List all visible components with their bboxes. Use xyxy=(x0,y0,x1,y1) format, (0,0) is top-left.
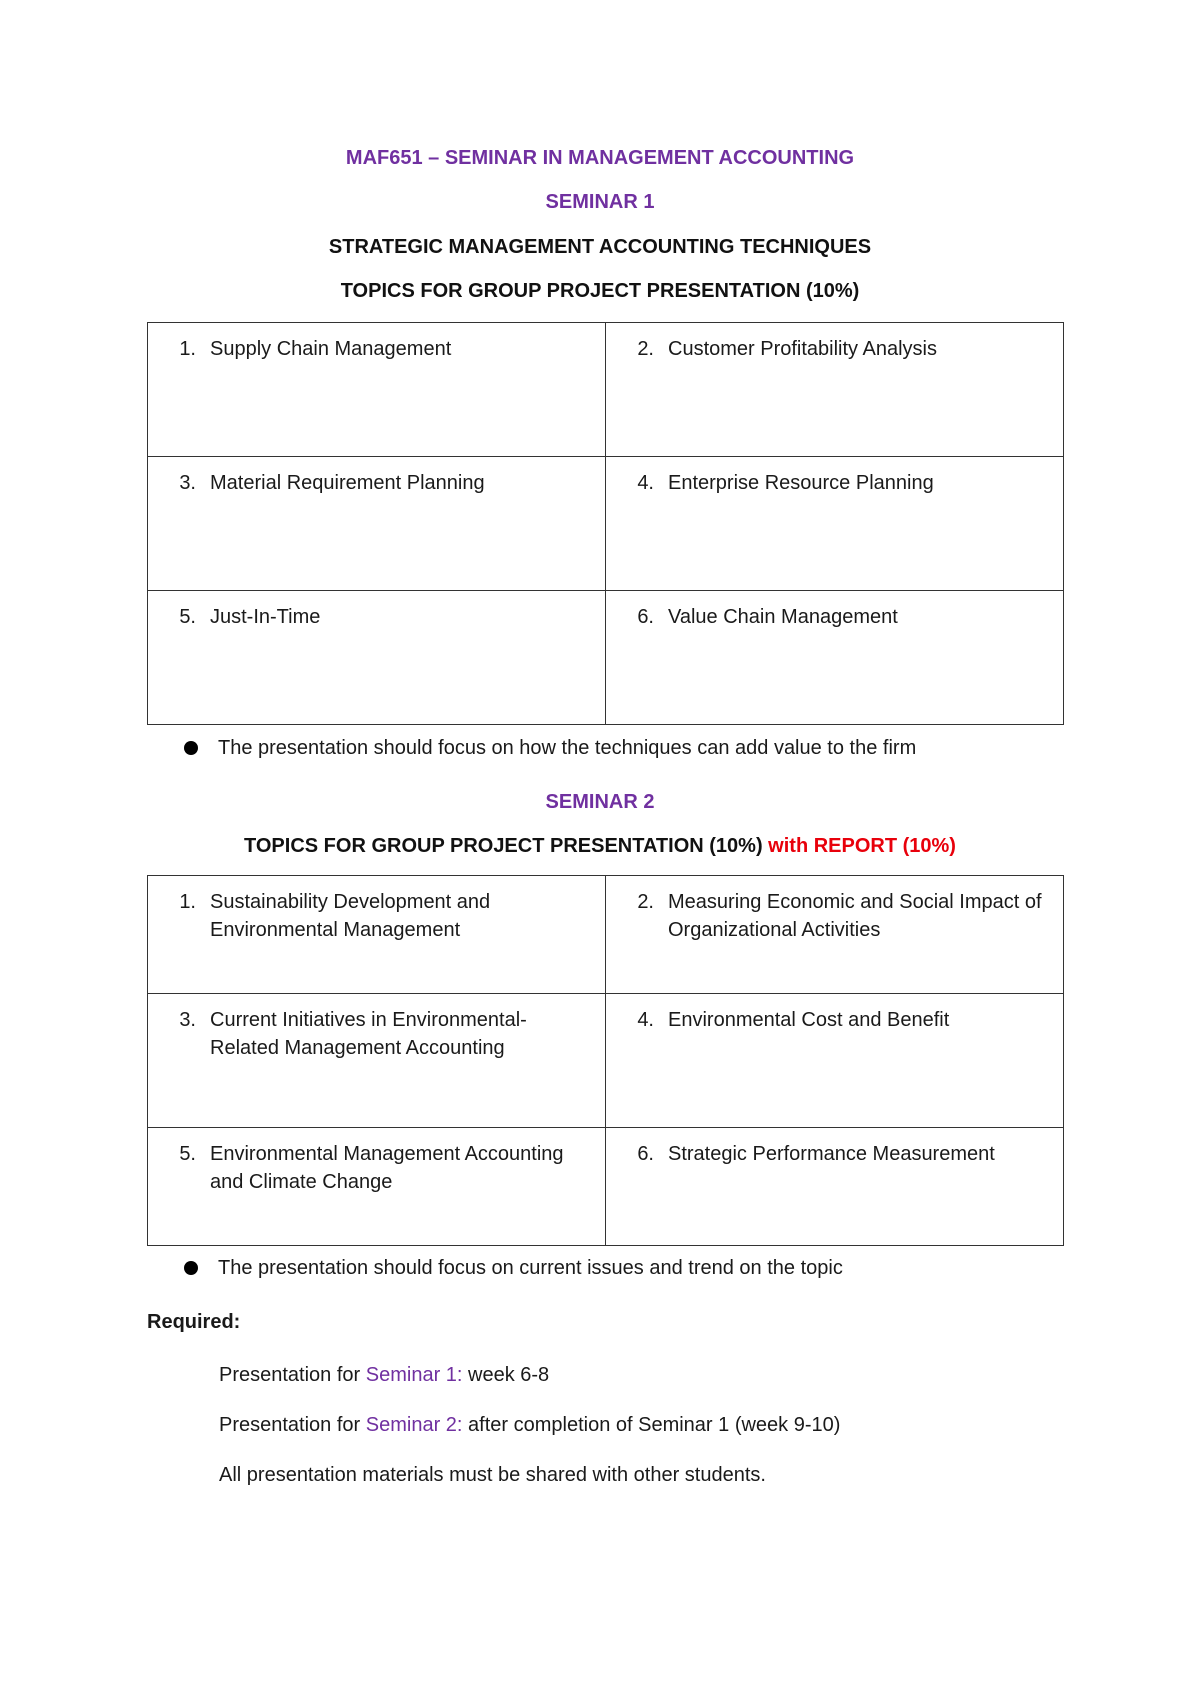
topic-text: Enterprise Resource Planning xyxy=(668,472,934,494)
seminar-2-topics-heading: TOPICS FOR GROUP PROJECT PRESENTATION (10%) xyxy=(244,835,763,857)
topic-cell xyxy=(148,994,606,1128)
required-line-1 xyxy=(219,1363,549,1387)
topic-text: Current Initiatives in Environmental-Related Management Accounting xyxy=(210,1009,527,1059)
course-title: MAF651 – SEMINAR IN MANAGEMENT ACCOUNTING xyxy=(345,147,855,169)
seminar-2-topics-table xyxy=(147,875,1064,1246)
table-row xyxy=(148,994,1064,1128)
required-line-2-suffix: after completion of Seminar 1 (week 9-10) xyxy=(462,1414,841,1436)
bullet-icon xyxy=(184,741,198,755)
topic-text: Environmental Management Accounting and Climate Change xyxy=(210,1143,564,1193)
required-line-3: All presentation materials must be shared with other students. xyxy=(219,1464,766,1486)
topic-text: Customer Profitability Analysis xyxy=(668,338,937,360)
topic-cell xyxy=(606,1128,1064,1246)
seminar-1-topics-table xyxy=(147,322,1064,725)
topic-cell xyxy=(148,457,606,591)
topic-number: 2. xyxy=(637,891,654,913)
table-row xyxy=(148,323,1064,457)
seminar-1-label: SEMINAR 1 xyxy=(545,191,655,213)
topic-number: 1. xyxy=(179,891,196,913)
topic-text: Just-In-Time xyxy=(210,606,321,628)
topic-number: 5. xyxy=(179,1143,196,1165)
topic-number: 4. xyxy=(637,472,654,494)
required-line-1-prefix: Presentation for xyxy=(219,1364,366,1386)
topic-cell xyxy=(606,457,1064,591)
table-row xyxy=(148,591,1064,725)
seminar-2-label: SEMINAR 2 xyxy=(545,791,655,813)
required-line-2-prefix: Presentation for xyxy=(219,1414,366,1436)
topic-number: 1. xyxy=(179,338,196,360)
seminar-2-topics-heading-line xyxy=(0,834,1200,858)
topic-text: Environmental Cost and Benefit xyxy=(668,1009,950,1031)
topic-number: 3. xyxy=(179,1009,196,1031)
seminar-1-note xyxy=(184,736,916,760)
topic-cell xyxy=(606,591,1064,725)
topic-cell xyxy=(148,591,606,725)
topic-cell xyxy=(606,323,1064,457)
topic-number: 6. xyxy=(637,606,654,628)
required-line-2 xyxy=(219,1413,840,1437)
topic-number: 6. xyxy=(637,1143,654,1165)
topic-number: 2. xyxy=(637,338,654,360)
topic-text: Strategic Performance Measurement xyxy=(668,1143,995,1165)
topic-number: 4. xyxy=(637,1009,654,1031)
topic-text: Value Chain Management xyxy=(668,606,898,628)
seminar-1-note-text: The presentation should focus on how the techniques can add value to the firm xyxy=(218,737,917,759)
topic-number: 5. xyxy=(179,606,196,628)
seminar-2-note xyxy=(184,1256,843,1280)
topic-cell xyxy=(148,323,606,457)
topic-cell xyxy=(148,876,606,994)
required-label: Required: xyxy=(147,1311,241,1333)
table-row xyxy=(148,1128,1064,1246)
seminar-1-topics-heading: TOPICS FOR GROUP PROJECT PRESENTATION (10%) xyxy=(340,280,860,302)
topic-cell xyxy=(606,876,1064,994)
topic-cell xyxy=(606,994,1064,1128)
seminar-2-report-note: with REPORT (10%) xyxy=(768,835,956,857)
seminar-2-link: Seminar 2: xyxy=(365,1414,463,1436)
table-row xyxy=(148,457,1064,591)
bullet-icon xyxy=(184,1261,198,1275)
topic-number: 3. xyxy=(179,472,196,494)
seminar-1-link: Seminar 1: xyxy=(365,1364,463,1386)
seminar-1-subtitle: STRATEGIC MANAGEMENT ACCOUNTING TECHNIQUES xyxy=(328,236,872,258)
topic-text: Measuring Economic and Social Impact of Organizational Activities xyxy=(668,891,1042,941)
required-line-1-suffix: week 6-8 xyxy=(462,1364,550,1386)
topic-text: Material Requirement Planning xyxy=(210,472,485,494)
topic-text: Supply Chain Management xyxy=(210,338,452,360)
topic-text: Sustainability Development and Environmental Management xyxy=(210,891,491,941)
table-row xyxy=(148,876,1064,994)
seminar-2-note-text: The presentation should focus on current issues and trend on the topic xyxy=(218,1257,843,1279)
topic-cell xyxy=(148,1128,606,1246)
